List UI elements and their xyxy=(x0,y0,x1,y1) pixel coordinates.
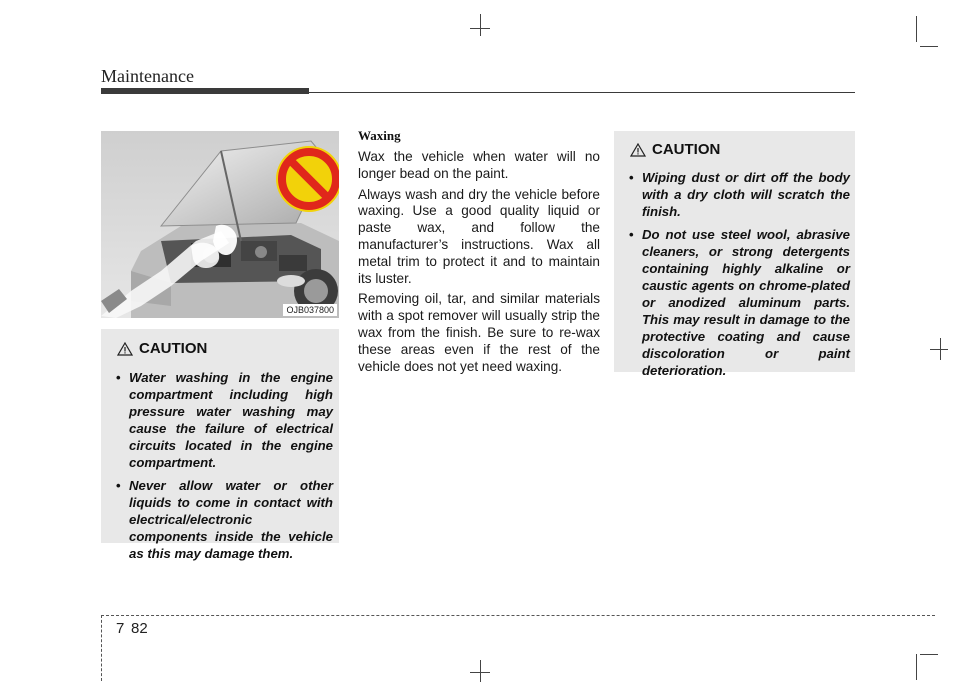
section-title: Maintenance xyxy=(101,66,194,86)
caution-title: CAUTION xyxy=(139,340,208,357)
crop-mark-top-right xyxy=(916,16,917,42)
caution-header xyxy=(117,340,207,357)
caution-list xyxy=(113,369,333,568)
waxing-heading: Waxing xyxy=(358,128,401,143)
caution-title: CAUTION xyxy=(652,141,721,158)
caution-item-abrasive-cleaners: • Do not use steel wool, abrasive cleaners, or strong detergents containing highly alkaline or caustic agents on chrome-plated or anodized aluminum parts. This may result in damage to the protective coating and cause discoloration or paint deterioration. xyxy=(626,226,850,379)
caution-item-liquids-electrical: • Never allow water or other liquids to come in contact with electrical/electronic components inside the vehicle as this may damage them. xyxy=(113,477,333,562)
crop-mark-top-center-h xyxy=(470,28,490,29)
caution-box-engine-washing xyxy=(101,329,339,561)
prohibition-sign-icon xyxy=(276,146,339,212)
figure-code: OJB037800 xyxy=(283,304,337,316)
crop-mark-right-middle-h xyxy=(930,349,948,350)
chapter-number: 7 xyxy=(116,620,125,637)
caution-header xyxy=(630,141,720,158)
waxing-paragraph-3: Removing oil, tar, and similar materials with a spot remover will usually strip the wax from the finish. Be sure to re-wax these areas even if the rest of the vehicle does not yet need waxing. xyxy=(358,291,600,374)
crop-mark-bottom-center xyxy=(480,660,481,682)
caution-list xyxy=(626,169,850,385)
header-rule xyxy=(309,92,855,93)
waxing-paragraph-2: Always wash and dry the vehicle before waxing. Use a good quality liquid or paste wax, and follow the manufacturer’s instructions. Wax all metal trim to protect it and to maintain its luster. xyxy=(358,186,600,286)
crop-mark-top-right-h xyxy=(920,46,938,47)
car-hood-open-illustration xyxy=(101,131,339,318)
crop-mark-bottom-center-h xyxy=(470,672,490,673)
engine-wash-illustration xyxy=(101,131,339,318)
footer-margin-line xyxy=(101,615,102,681)
footer-rule xyxy=(101,615,935,616)
header-bar xyxy=(101,88,309,94)
page-number: 82 xyxy=(131,620,148,637)
crop-mark-bottom-right xyxy=(916,654,917,680)
crop-mark-bottom-right-h xyxy=(920,654,938,655)
caution-box-finish-care xyxy=(614,131,855,378)
waxing-paragraph-1: Wax the vehicle when water will no longer bead on the paint. xyxy=(358,149,600,181)
warning-triangle-icon xyxy=(630,143,646,157)
crop-mark-top-center xyxy=(480,14,481,36)
caution-item-dry-cloth: • Wiping dust or dirt off the body with a dry cloth will scratch the finish. xyxy=(626,169,850,220)
caution-item-water-washing: • Water washing in the engine compartment including high pressure water washing may cause the failure of electrical circuits located in the engine compartment. xyxy=(113,369,333,471)
warning-triangle-icon xyxy=(117,342,133,356)
waxing-section xyxy=(358,128,600,379)
